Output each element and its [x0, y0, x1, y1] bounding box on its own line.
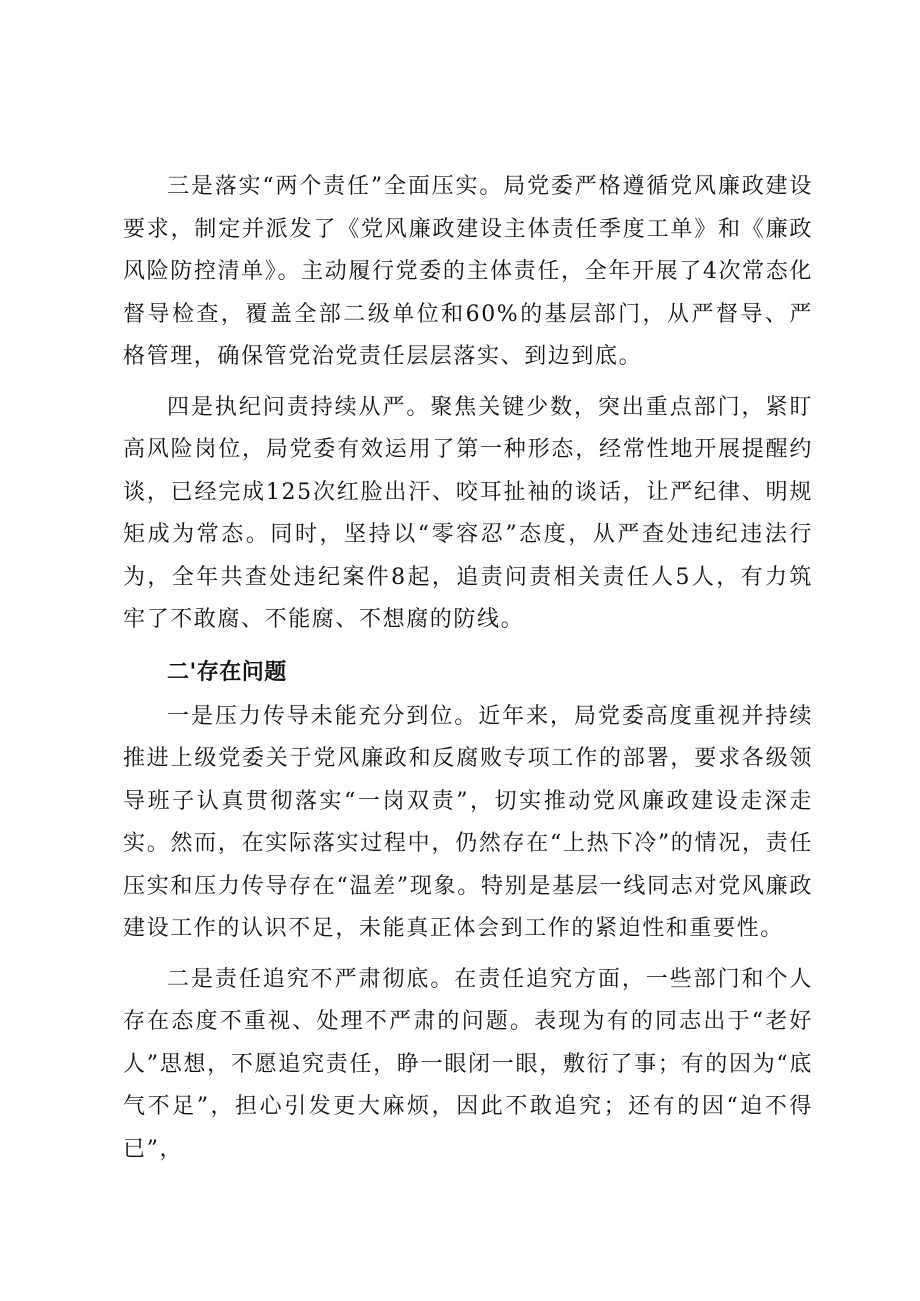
paragraph-accountability-investigation: 二是责任追究不严肃彻底。在责任追究方面，一些部门和个人存在态度不重视、处理不严肃的问题。表现为有的同志出于“老好人”思想，不愿追究责任，睁一眼闭一眼，敷衍了事；有的因为“底气不足”，担心引发更大麻烦，因此不敢追究；还有的因“迫不得已”，	[123, 966, 813, 1162]
document-body	[123, 166, 813, 1179]
paragraph-discipline-accountability: 四是执纪问责持续从严。聚焦关键少数，突出重点部门，紧盯高风险岗位，局党委有效运用了第一种形态，经常性地开展提醒约谈，已经完成125次红脸出汗、咬耳扯袖的谈话，让严纪律、明规矩成为常态。同时，坚持以“零容忍”态度，从严查处违纪违法行为，全年共查处违纪案件8起，追责问责相关责任人5人，有力筑牢了不敢腐、不能腐、不想腐的防线。	[123, 394, 813, 632]
paragraph-pressure-transmission: 一是压力传导未能充分到位。近年来，局党委高度重视并持续推进上级党委关于党风廉政和反腐败专项工作的部署，要求各级领导班子认真贯彻落实“一岗双责”，切实推动党风廉政建设走深走实。然而，在实际落实过程中，仍然存在“上热下冷”的情况，责任压实和压力传导存在“温差”现象。特别是基层一线同志对党风廉政建设工作的认识不足，未能真正体会到工作的紧迫性和重要性。	[123, 703, 813, 941]
paragraph-two-responsibilities: 三是落实“两个责任”全面压实。局党委严格遵循党风廉政建设要求，制定并派发了《党风廉政建设主体责任季度工单》和《廉政风险防控清单》。主动履行党委的主体责任，全年开展了4次常态化督导检查，覆盖全部二级单位和60%的基层部门，从严督导、严格管理，确保管党治党责任层层落实、到边到底。	[123, 174, 813, 369]
section-heading-existing-problems: 二'存在问题	[167, 659, 287, 685]
